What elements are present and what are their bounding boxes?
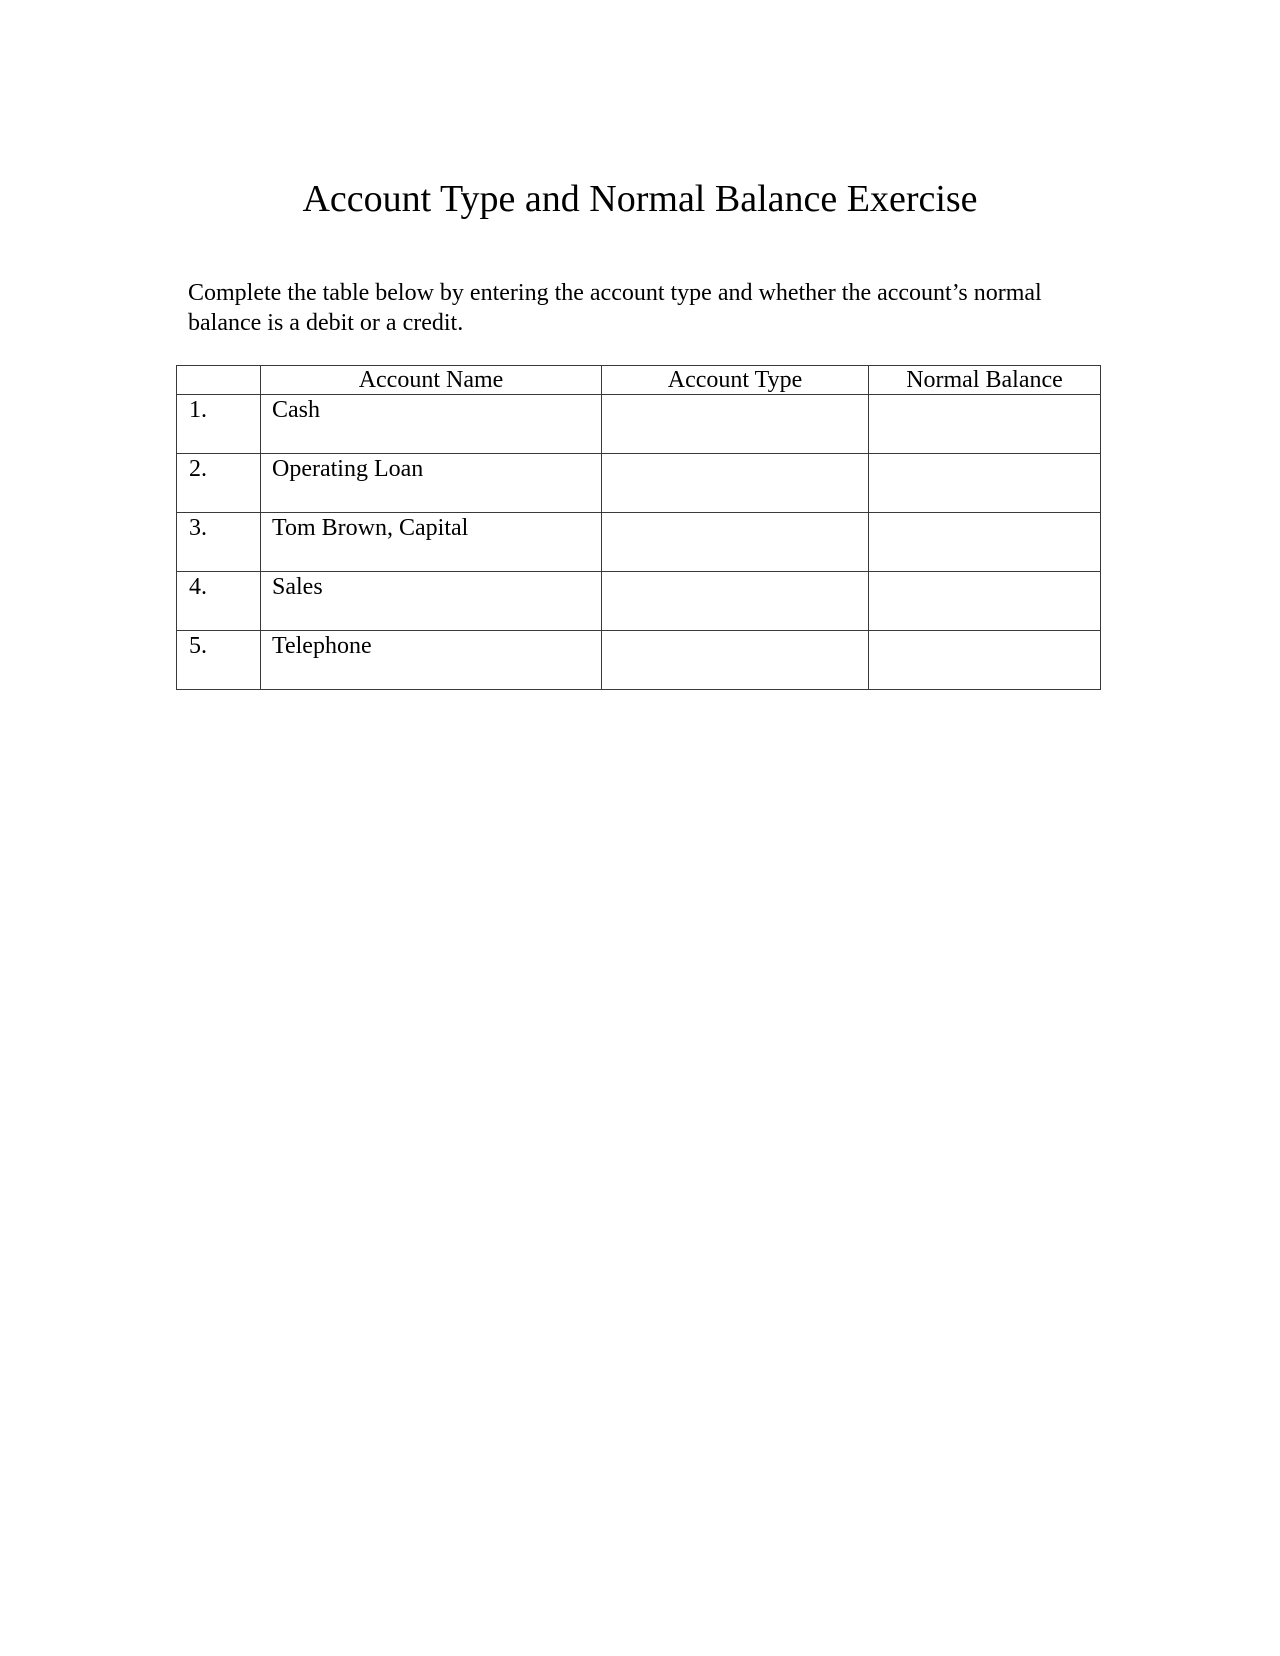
account-type-cell[interactable] [602, 454, 869, 513]
header-account-type: Account Type [602, 366, 869, 395]
normal-balance-cell[interactable] [869, 631, 1101, 690]
table-row [177, 631, 1101, 690]
row-number: 1. [177, 395, 261, 454]
row-number: 5. [177, 631, 261, 690]
table-header-row [177, 366, 1101, 395]
table-row [177, 572, 1101, 631]
header-number [177, 366, 261, 395]
account-name-cell: Sales [261, 572, 602, 631]
table-row [177, 395, 1101, 454]
table-row [177, 454, 1101, 513]
normal-balance-cell[interactable] [869, 572, 1101, 631]
normal-balance-cell[interactable] [869, 513, 1101, 572]
account-name-cell: Operating Loan [261, 454, 602, 513]
account-type-cell[interactable] [602, 572, 869, 631]
account-name-cell: Telephone [261, 631, 602, 690]
page-title: Account Type and Normal Balance Exercise [302, 178, 978, 220]
row-number: 2. [177, 454, 261, 513]
instructions-text: Complete the table below by entering the account type and whether the account’s normal balance is a debit or a credit. [188, 280, 1042, 336]
row-number: 4. [177, 572, 261, 631]
row-number: 3. [177, 513, 261, 572]
account-name-cell: Tom Brown, Capital [261, 513, 602, 572]
normal-balance-cell[interactable] [869, 454, 1101, 513]
account-type-cell[interactable] [602, 513, 869, 572]
header-normal-balance: Normal Balance [869, 366, 1101, 395]
table-row [177, 513, 1101, 572]
exercise-table [176, 365, 1101, 690]
account-type-cell[interactable] [602, 395, 869, 454]
account-name-cell: Cash [261, 395, 602, 454]
normal-balance-cell[interactable] [869, 395, 1101, 454]
account-type-cell[interactable] [602, 631, 869, 690]
header-account-name: Account Name [261, 366, 602, 395]
